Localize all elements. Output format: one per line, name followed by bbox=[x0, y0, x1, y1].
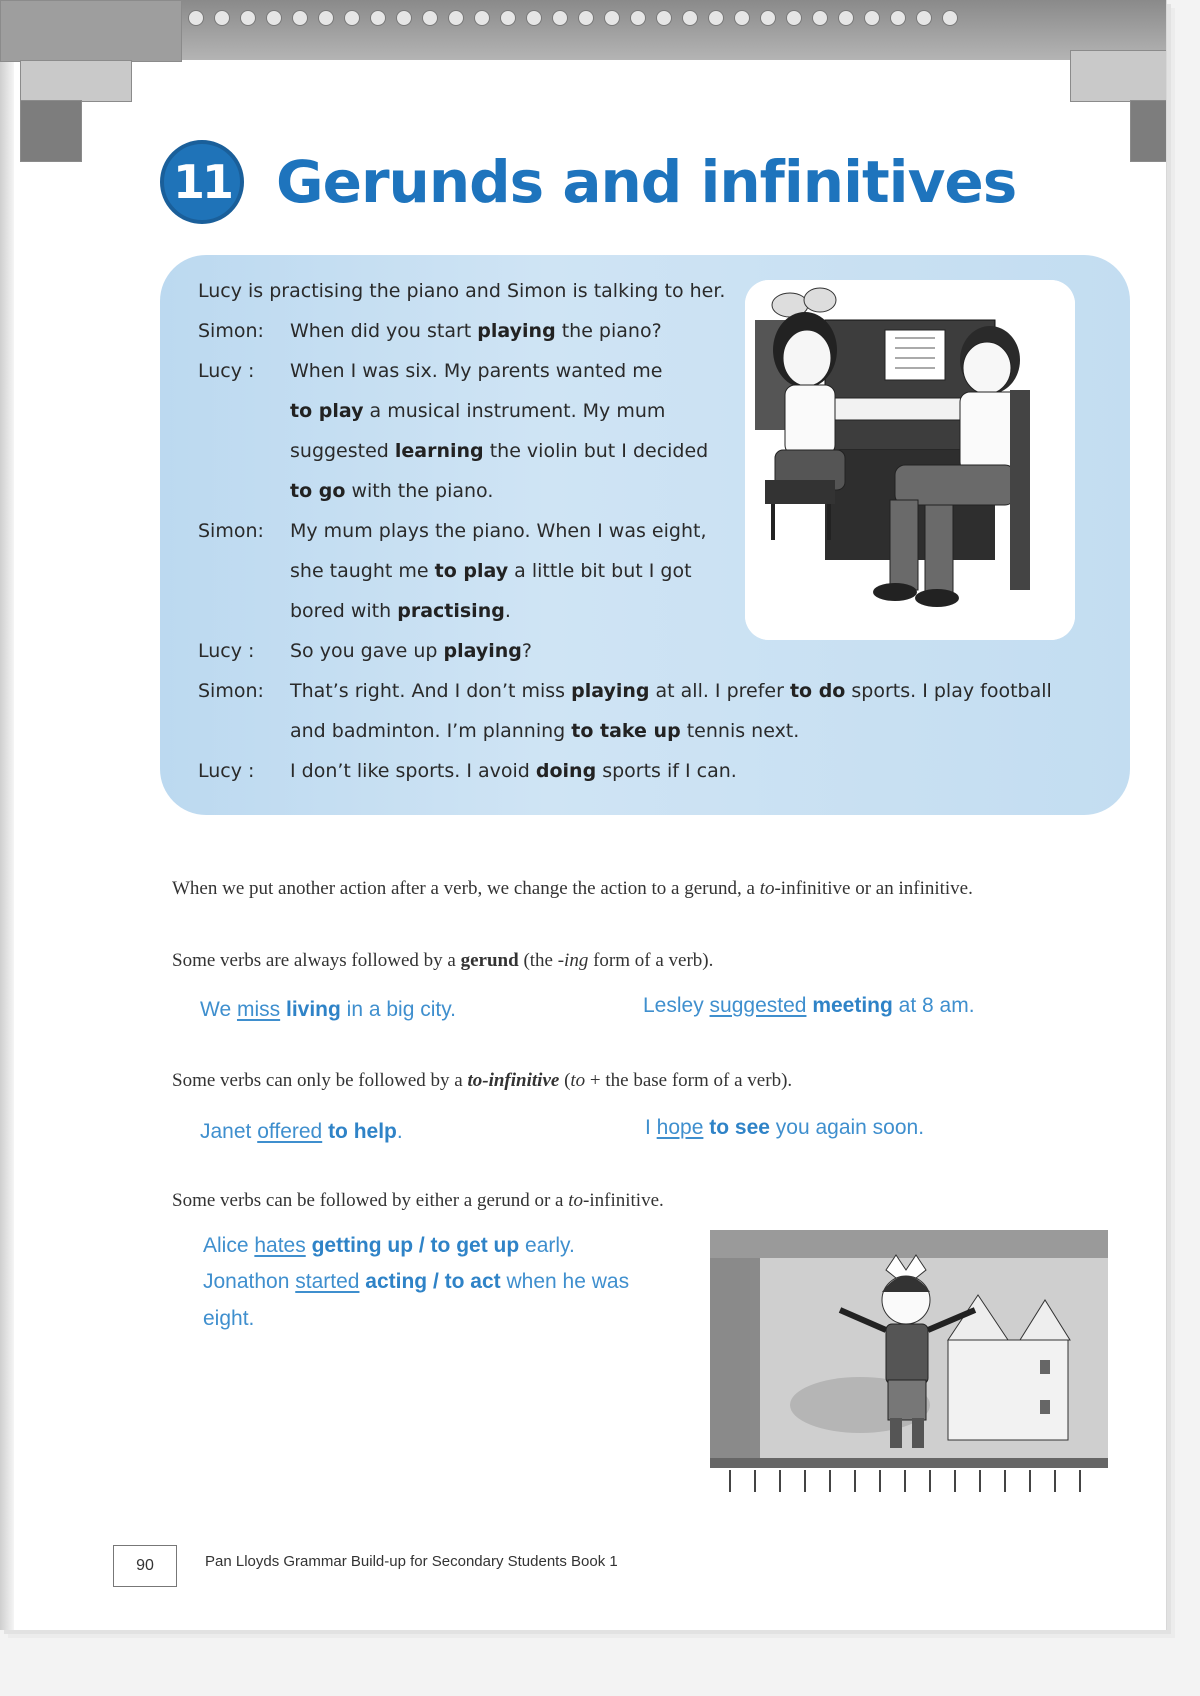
dialogue-text bbox=[290, 720, 799, 742]
highlighted-verb: to do bbox=[789, 680, 846, 702]
highlighted-verb: to take up bbox=[571, 720, 681, 742]
dialogue-text bbox=[290, 480, 493, 502]
dialogue-text bbox=[290, 320, 662, 342]
decorative-stud bbox=[422, 10, 438, 26]
dialogue-fragment: and badminton. I’m planning bbox=[290, 720, 572, 742]
dialogue-text bbox=[290, 640, 532, 662]
dialogue-fragment: the piano? bbox=[555, 320, 662, 342]
gerund-example-2: Lesley suggested meeting at 8 am. bbox=[643, 994, 975, 1017]
decorative-block bbox=[20, 100, 82, 162]
decorative-block bbox=[20, 60, 132, 102]
unit-number-badge: 11 bbox=[160, 140, 244, 224]
decorative-stud bbox=[812, 10, 828, 26]
decorative-stud bbox=[500, 10, 516, 26]
decorative-block bbox=[1070, 50, 1167, 102]
piano-lesson-illustration bbox=[745, 280, 1075, 640]
decorative-stud bbox=[760, 10, 776, 26]
decorative-stud bbox=[656, 10, 672, 26]
decorative-stud bbox=[708, 10, 724, 26]
dialogue-speaker: Lucy : bbox=[198, 640, 255, 662]
dialogue-fragment: When did you start bbox=[290, 320, 478, 342]
dialogue-text bbox=[290, 600, 511, 622]
highlighted-verb: to play bbox=[290, 400, 364, 422]
dialogue-fragment: That’s right. And I don’t miss bbox=[290, 680, 572, 702]
decorative-stud bbox=[916, 10, 932, 26]
decorative-block bbox=[0, 0, 182, 62]
decorative-stud bbox=[838, 10, 854, 26]
page-title: Gerunds and infinitives bbox=[276, 148, 1017, 216]
dialogue-fragment: My mum plays the piano. When I was eight, bbox=[290, 520, 707, 542]
dialogue-fragment: tennis next. bbox=[680, 720, 800, 742]
decorative-stud bbox=[578, 10, 594, 26]
dialogue-text bbox=[290, 680, 1052, 702]
decorative-stud bbox=[396, 10, 412, 26]
decorative-stud bbox=[214, 10, 230, 26]
either-example-3: eight. bbox=[203, 1307, 255, 1330]
highlighted-verb: practising bbox=[397, 600, 505, 622]
decorative-stud bbox=[786, 10, 802, 26]
decorative-stud bbox=[942, 10, 958, 26]
dialogue-fragment: the violin but I decided bbox=[483, 440, 709, 462]
either-example-2: Jonathon started acting / to act when he was bbox=[203, 1270, 630, 1293]
decorative-stud bbox=[552, 10, 568, 26]
gerund-example-1: We miss living in a big city. bbox=[200, 998, 456, 1021]
infinitive-example-2: I hope to see you again soon. bbox=[645, 1116, 925, 1139]
dialogue-text bbox=[290, 440, 708, 462]
highlighted-verb: playing bbox=[571, 680, 650, 702]
dialogue-fragment: When I was six. My parents wanted me bbox=[290, 360, 663, 382]
dialogue-fragment: I don’t like sports. I avoid bbox=[290, 760, 536, 782]
dialogue-text bbox=[290, 560, 692, 582]
decorative-stud bbox=[370, 10, 386, 26]
decorative-block bbox=[1130, 100, 1167, 162]
either-example-1: Alice hates getting up / to get up early. bbox=[203, 1234, 575, 1257]
dialogue-speaker: Simon: bbox=[198, 520, 264, 542]
decorative-stud bbox=[318, 10, 334, 26]
decorative-stud bbox=[864, 10, 880, 26]
decorative-stud bbox=[240, 10, 256, 26]
highlighted-verb: doing bbox=[535, 760, 597, 782]
infinitive-rule: Some verbs can only be followed by a to-infinitive (to + the base form of a verb). bbox=[172, 1070, 793, 1091]
dialogue-fragment: a musical instrument. My mum bbox=[363, 400, 666, 422]
gerund-rule: Some verbs are always followed by a gerund (the -ing form of a verb). bbox=[172, 950, 714, 971]
highlighted-verb: learning bbox=[394, 440, 484, 462]
highlighted-verb: playing bbox=[443, 640, 522, 662]
dialogue-fragment: sports. I play football bbox=[845, 680, 1052, 702]
decorative-stud bbox=[474, 10, 490, 26]
infinitive-example-1: Janet offered to help. bbox=[200, 1120, 403, 1143]
highlighted-verb: playing bbox=[477, 320, 556, 342]
dialogue-fragment: at all. I prefer bbox=[649, 680, 790, 702]
dialogue-text bbox=[290, 400, 665, 422]
dialogue-text bbox=[290, 760, 737, 782]
page-number: 90 bbox=[113, 1545, 177, 1587]
dialogue-speaker: Simon: bbox=[198, 680, 264, 702]
dialogue-fragment: . bbox=[504, 600, 511, 622]
decorative-stud bbox=[188, 10, 204, 26]
dialogue-fragment: bored with bbox=[290, 600, 398, 622]
decorative-stud bbox=[682, 10, 698, 26]
dialogue-fragment: suggested bbox=[290, 440, 395, 462]
dialogue-text bbox=[290, 520, 706, 542]
dialogue-fragment: sports if I can. bbox=[596, 760, 737, 782]
decorative-stud bbox=[292, 10, 308, 26]
decorative-stud bbox=[448, 10, 464, 26]
decorative-stud bbox=[604, 10, 620, 26]
highlighted-verb: to go bbox=[290, 480, 346, 502]
book-title-footer: Pan Lloyds Grammar Build-up for Secondary Students Book 1 bbox=[205, 1553, 618, 1570]
explanation-intro: When we put another action after a verb, we change the action to a gerund, a to-infinitive or an infinitive. bbox=[172, 878, 973, 899]
decorative-stud bbox=[344, 10, 360, 26]
dialogue-intro: Lucy is practising the piano and Simon is talking to her. bbox=[198, 280, 726, 302]
decorative-stud bbox=[630, 10, 646, 26]
stage-actor-illustration bbox=[710, 1230, 1108, 1510]
unit-heading bbox=[160, 140, 1016, 224]
dialogue-fragment: a little bit but I got bbox=[508, 560, 692, 582]
dialogue-speaker: Lucy : bbox=[198, 760, 255, 782]
decorative-studs bbox=[188, 10, 958, 26]
dialogue-speaker: Lucy : bbox=[198, 360, 255, 382]
dialogue-speaker: Simon: bbox=[198, 320, 264, 342]
decorative-stud bbox=[734, 10, 750, 26]
either-rule: Some verbs can be followed by either a gerund or a to-infinitive. bbox=[172, 1190, 664, 1211]
dialogue-fragment: So you gave up bbox=[290, 640, 444, 662]
decorative-stud bbox=[526, 10, 542, 26]
dialogue-fragment: ? bbox=[521, 640, 532, 662]
highlighted-verb: to play bbox=[434, 560, 509, 582]
decorative-stud bbox=[890, 10, 906, 26]
decorative-stud bbox=[266, 10, 282, 26]
dialogue-text bbox=[290, 360, 662, 382]
dialogue-fragment: she taught me bbox=[290, 560, 435, 582]
dialogue-fragment: with the piano. bbox=[345, 480, 494, 502]
page-binding-edge bbox=[0, 0, 14, 1630]
